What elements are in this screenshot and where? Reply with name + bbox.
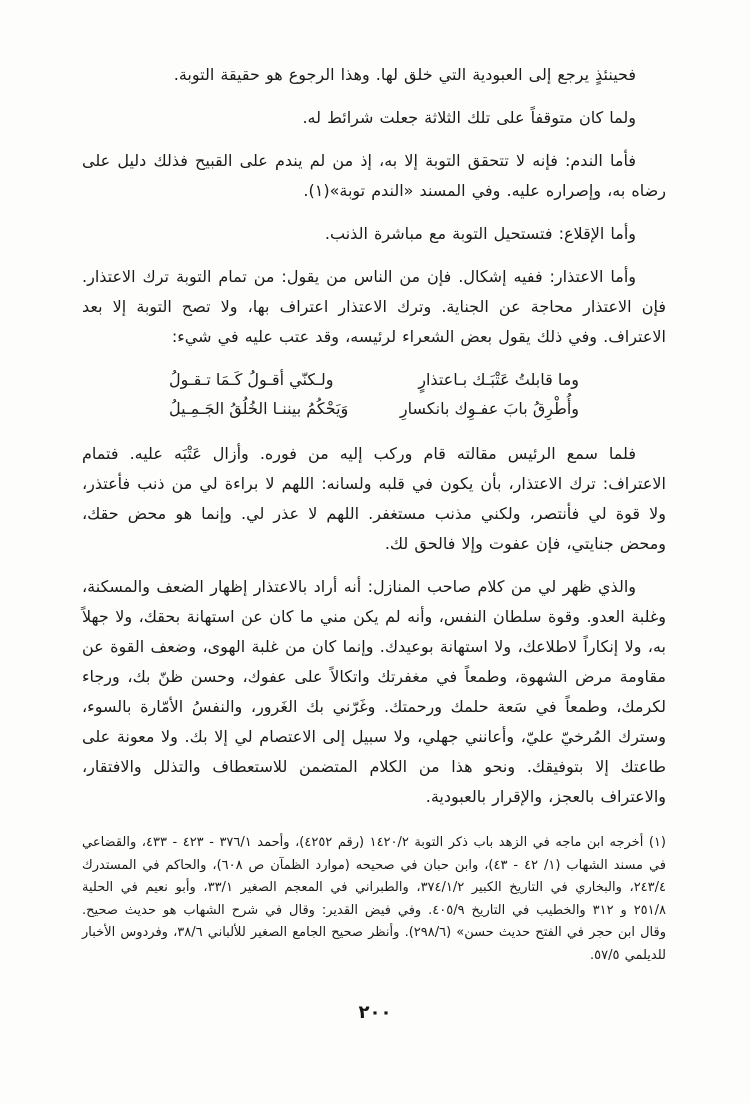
paragraph-regret: فأما الندم: فإنه لا تتحقق التوبة إلا به، إذ من لم يندم على القبيح فذلك دليل على رضاه به، وإصراره عليه. وفي المسند «الندم توبة»(١). bbox=[82, 151, 666, 200]
paragraph-apology: وأما الاعتذار: ففيه إشكال. فإن من الناس من يقول: من تمام التوبة ترك الاعتذار. فإن الاعتذار محاجة عن الجناية. وترك الاعتذار اعتراف بها، ولا تصح التوبة إلا بعد الاعتراف. وفي ذلك يقول بعض الشعراء لرئيسه، وقد عتب عليه في شيء: bbox=[82, 267, 666, 346]
footnote-section bbox=[82, 832, 666, 967]
verse-1-first-hemistich: وما قابلتُ عَتْبَـك بـاعتذارٍ bbox=[418, 370, 579, 389]
verse-line-1 bbox=[169, 365, 579, 394]
paragraph-manazil-explanation: والذي ظهر لي من كلام صاحب المنازل: أنه أراد بالاعتذار إظهار الضعف والمسكنة، وغلبة العدو. وقوة سلطان النفس، وأنه لم يكن مني ما كان عن استهانة بحقك، ولا جهلاً به، ولا إنكاراً لاطلاعك، ولا استهانة بوعيدك. وإنما كان من غلبة الهوى، وضعف القوة عن مقاومة مرض الشهوة، وطمعاً في مغفرتك واتكالاً على عفوك، وحسن ظنّ بك، ورجاء لكرمك، وطمعاً في سَعة حلمك ورحمتك. وغَرّني بك الغَرور، والنفسُ الأمّارة بالسوء، وسترك المُرخيّ عليّ، وأعانني جهلي، ولا سبيل إلى الاعتصام لي إلا بك. ولا معونة على طاعتك إلا بتوفيقك. ونحو هذا من الكلام المتضمن للاستعطاف والتذلل والافتقار، والاعتراف بالعجز، والإقرار بالعبودية. bbox=[82, 577, 666, 806]
paragraph-chief-story: فلما سمع الرئيس مقالته قام وركب إليه من فوره. وأزال عَتْبَه عليه. فتمام الاعتراف: ترك الاعتذار، بأن يكون في قلبه ولسانه: اللهم لا براءة لي من ذنب فأعتذر، ولا قوة لي فأنتصر، ولكني مذنب مستغفر. اللهم لا عذر لي. وإنما هو محض حقك، ومحض جنايتي، فإن عفوت وإلا فالحق لك. bbox=[82, 444, 666, 553]
verse-1-second-hemistich: ولـكنّي أقـولُ كَـمَا تـقـولُ bbox=[169, 370, 334, 389]
footnote-text: (١) أخرجه ابن ماجه في الزهد باب ذكر التوبة ١٤٢٠/٢ (رقم ٤٢٥٢)، وأحمد ٣٧٦/١ - ٤٢٣ - ٤٣٣، والقضاعي في مسند الشهاب (١/ ٤٢ - ٤٣)، وابن حبان في صحيحه (موارد الظمآن ص ٦٠٨)، والحاكم في المستدرك ٢٤٣/٤، والبخاري في التاريخ الكبير ٣٧٤/١/٢، والطبراني في المعجم الصغير ٣٣/١، وأبو نعيم في الحلية ٢٥١/٨ و ٣١٢ والخطيب في التاريخ ٤٠٥/٩. وفي فيض القدير: وقال في شرح الشهاب هو حديث صحيح. وقال ابن حجر في الفتح حديث حسن» (٢٩٨/٦). وأنظر صحيح الجامع الصغير للألباني ٣٨/٦، وفردوس الأخبار للديلمي ٥٧/٥. bbox=[82, 835, 667, 963]
verse-line-2 bbox=[169, 394, 579, 423]
verse-2-first-hemistich: وأُطْرِقُ بابَ عفـوِك بانكسارِ bbox=[399, 399, 579, 418]
paragraph-conditions: ولما كان متوقفاً على تلك الثلاثة جعلت شرائط له. bbox=[302, 108, 636, 127]
page-number: ٢٠٠ bbox=[358, 1002, 392, 1023]
poetry-block bbox=[169, 365, 579, 423]
verse-2-second-hemistich: وَيَحْكُمُ بيننـا الخُلُقُ الجَـمِـيلُ bbox=[169, 399, 349, 418]
paragraph-desisting: وأما الإقلاع: فتستحيل التوبة مع مباشرة الذنب. bbox=[324, 224, 636, 243]
paragraph-return-to-servitude: فحينئذٍ يرجع إلى العبودية التي خلق لها. وهذا الرجوع هو حقيقة التوبة. bbox=[173, 65, 636, 84]
page-body bbox=[82, 60, 666, 967]
